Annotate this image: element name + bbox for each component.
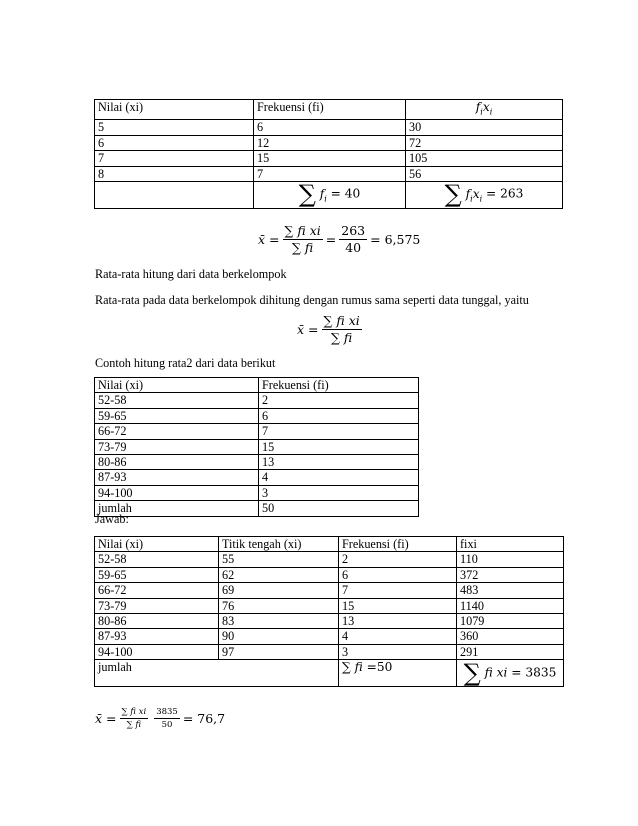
cell: 483 — [457, 583, 564, 598]
table-row — [95, 439, 419, 454]
cell: 59-65 — [95, 408, 259, 423]
cell-empty — [95, 182, 254, 209]
sum-f-cell: ∑ fi =50 — [339, 660, 457, 687]
cell: 7 — [95, 151, 254, 166]
table-answer — [94, 536, 564, 687]
cell: 12 — [254, 135, 406, 150]
cell: 50 — [259, 501, 419, 516]
table-row — [95, 454, 419, 469]
cell: 80-86 — [95, 613, 219, 628]
cell: 15 — [259, 439, 419, 454]
answer-label: Jawab: — [95, 512, 129, 526]
cell: 6 — [254, 120, 406, 135]
table-row — [95, 424, 419, 439]
cell: 30 — [406, 120, 563, 135]
cell: 97 — [219, 644, 339, 659]
cell: 15 — [339, 598, 457, 613]
intro-paragraph: Rata-rata pada data berkelompok dihitung dengan rumus sama seperti data tunggal, yaitu — [95, 293, 529, 307]
cell: 87-93 — [95, 470, 259, 485]
cell: 72 — [406, 135, 563, 150]
table-row — [95, 120, 563, 135]
cell: 4 — [339, 629, 457, 644]
cell: 1140 — [457, 598, 564, 613]
table-row — [95, 629, 564, 644]
table-header-row — [95, 100, 563, 120]
cell: 87-93 — [95, 629, 219, 644]
numerator: 263 — [341, 223, 366, 238]
cell: 2 — [339, 552, 457, 567]
cell: 110 — [457, 552, 564, 567]
cell: 360 — [457, 629, 564, 644]
cell: 52-58 — [95, 393, 259, 408]
table-row — [95, 485, 419, 500]
table-header-row — [95, 378, 419, 393]
cell: 5 — [95, 120, 254, 135]
table-row — [95, 166, 563, 181]
cell: 76 — [219, 598, 339, 613]
cell: 2 — [259, 393, 419, 408]
sum-f-value: 40 — [344, 186, 361, 201]
cell: 94-100 — [95, 485, 259, 500]
cell: 55 — [219, 552, 339, 567]
cell: 59-65 — [95, 567, 219, 582]
table-row — [95, 135, 563, 150]
cell: 80-86 — [95, 454, 259, 469]
cell: 7 — [254, 166, 406, 181]
cell: 6 — [339, 567, 457, 582]
cell: 13 — [259, 454, 419, 469]
sum-f-cell: ∑ $f_i = 40$ — [254, 182, 406, 209]
cell: 7 — [259, 424, 419, 439]
header-cell: Frekuensi (fi) — [259, 378, 419, 393]
table-row — [95, 552, 564, 567]
cell: 6 — [95, 135, 254, 150]
table-row — [95, 408, 419, 423]
table-grouped-data — [94, 377, 419, 517]
example-label: Contoh hitung rata2 dari data berikut — [95, 356, 276, 370]
cell: 66-72 — [95, 424, 259, 439]
cell: 105 — [406, 151, 563, 166]
cell: 291 — [457, 644, 564, 659]
cell: 73-79 — [95, 439, 259, 454]
cell: 62 — [219, 567, 339, 582]
cell: 4 — [259, 470, 419, 485]
table-row — [95, 567, 564, 582]
table-row — [95, 501, 419, 516]
table-frequency-single — [94, 99, 563, 209]
sum-fx-cell: ∑ $f_ix_i = 263$ — [406, 182, 563, 209]
mean-formula-result: x̄ = $\frac{\text{∑ fi xi}}{\sum fi}$ = $\frac{263}{40}$ = 6,575 — [258, 223, 421, 255]
table-row — [95, 644, 564, 659]
table-row — [95, 151, 563, 166]
cell: 3 — [259, 485, 419, 500]
section-heading: Rata-rata hitung dari data berkelompok — [95, 267, 287, 281]
cell: 90 — [219, 629, 339, 644]
cell: 8 — [95, 166, 254, 181]
sum-fx-cell: ∑ fi xi = 3835 — [457, 660, 564, 687]
cell: 3 — [339, 644, 457, 659]
header-cell: Nilai (xi) — [95, 100, 254, 120]
header-cell: fixi — [457, 537, 564, 552]
cell: 94-100 — [95, 644, 219, 659]
table-row — [95, 470, 419, 485]
sum-fx-value: 263 — [500, 186, 524, 201]
cell: jumlah — [95, 501, 259, 516]
mean-formula: x̄ = $\frac{\text{∑ fi xi}}{\sum fi}$ — [297, 313, 360, 345]
sum-f-value: 50 — [376, 660, 393, 675]
table-row — [95, 598, 564, 613]
cell: 56 — [406, 166, 563, 181]
header-cell: Titik tengah (xi) — [219, 537, 339, 552]
cell: 83 — [219, 613, 339, 628]
denominator: 40 — [345, 240, 362, 255]
cell: 13 — [339, 613, 457, 628]
table-row — [95, 613, 564, 628]
cell: 1079 — [457, 613, 564, 628]
header-cell: Nilai (xi) — [95, 537, 219, 552]
sum-fx-value: 3835 — [525, 665, 557, 680]
cell: 7 — [339, 583, 457, 598]
header-cell: Frekuensi (fi) — [254, 100, 406, 120]
numerator: 3835 — [156, 707, 178, 717]
cell: 69 — [219, 583, 339, 598]
cell: 6 — [259, 408, 419, 423]
header-cell-fixi: $f_ix_i$ — [406, 100, 563, 120]
total-label: jumlah — [95, 660, 339, 687]
table-sum-row — [95, 660, 564, 687]
cell: 15 — [254, 151, 406, 166]
mean-result: 6,575 — [384, 232, 421, 247]
header-cell: Nilai (xi) — [95, 378, 259, 393]
cell: 66-72 — [95, 583, 219, 598]
table-header-row — [95, 537, 564, 552]
final-mean-result: 76,7 — [197, 711, 226, 726]
cell: 73-79 — [95, 598, 219, 613]
denominator: 50 — [161, 720, 173, 730]
table-row — [95, 583, 564, 598]
table-row — [95, 393, 419, 408]
final-mean-formula: x̄ = $\frac{\text{∑ fi xi}}{\sum fi}$ $\frac{3835}{50}$ = 76,7 — [95, 707, 226, 730]
header-cell: Frekuensi (fi) — [339, 537, 457, 552]
cell: 52-58 — [95, 552, 219, 567]
cell: 372 — [457, 567, 564, 582]
table-sum-row — [95, 182, 563, 209]
